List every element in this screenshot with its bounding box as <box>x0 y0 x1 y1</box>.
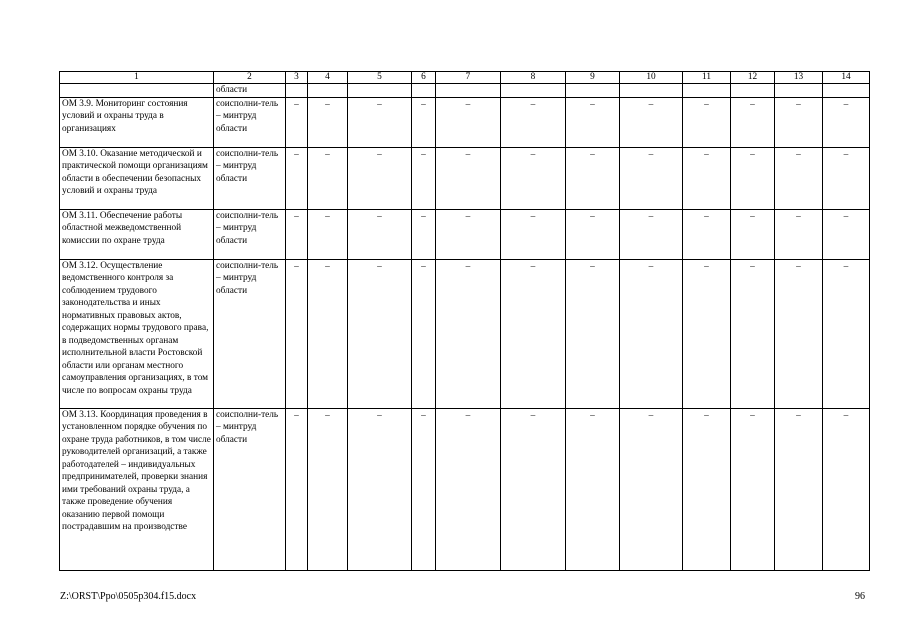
executor-cell: соисполни-тель – минтруд области <box>214 408 286 570</box>
value-cell: – <box>823 408 870 570</box>
value-cell: – <box>775 97 823 147</box>
value-cell: – <box>731 209 775 259</box>
value-cell: – <box>683 147 731 209</box>
column-header: 6 <box>412 72 436 84</box>
value-cell: – <box>775 147 823 209</box>
value-cell: – <box>308 209 348 259</box>
value-cell: – <box>412 408 436 570</box>
value-cell: – <box>823 97 870 147</box>
empty-cell <box>683 84 731 98</box>
value-cell: – <box>436 408 501 570</box>
value-cell: – <box>286 259 308 408</box>
value-cell: – <box>308 147 348 209</box>
measure-title-cell: ОМ 3.9. Мониторинг состояния условий и охраны труда в организациях <box>60 97 214 147</box>
value-cell: – <box>823 147 870 209</box>
column-header: 4 <box>308 72 348 84</box>
value-cell: – <box>566 147 620 209</box>
column-header: 13 <box>775 72 823 84</box>
header-row <box>60 72 870 84</box>
empty-cell <box>286 84 308 98</box>
empty-cell <box>566 84 620 98</box>
value-cell: – <box>683 408 731 570</box>
column-header: 5 <box>348 72 412 84</box>
value-cell: – <box>620 259 683 408</box>
value-cell: – <box>823 259 870 408</box>
value-cell: – <box>348 408 412 570</box>
value-cell: – <box>775 209 823 259</box>
empty-cell <box>731 84 775 98</box>
value-cell: – <box>412 97 436 147</box>
empty-cell <box>775 84 823 98</box>
value-cell: – <box>566 259 620 408</box>
value-cell: – <box>286 97 308 147</box>
empty-cell <box>501 84 566 98</box>
table-row <box>60 97 870 147</box>
table-row <box>60 408 870 570</box>
value-cell: – <box>620 209 683 259</box>
value-cell: – <box>308 408 348 570</box>
value-cell: – <box>348 209 412 259</box>
footer-page-number: 96 <box>855 591 865 602</box>
value-cell: – <box>286 209 308 259</box>
value-cell: – <box>412 209 436 259</box>
column-header: 9 <box>566 72 620 84</box>
empty-cell <box>308 84 348 98</box>
value-cell: – <box>308 259 348 408</box>
value-cell: – <box>308 97 348 147</box>
table-row <box>60 209 870 259</box>
column-header: 1 <box>60 72 214 84</box>
value-cell: – <box>566 408 620 570</box>
continuation-row <box>60 84 870 98</box>
value-cell: – <box>683 209 731 259</box>
table-row <box>60 259 870 408</box>
value-cell: – <box>683 259 731 408</box>
value-cell: – <box>501 209 566 259</box>
column-header: 11 <box>683 72 731 84</box>
value-cell: – <box>412 147 436 209</box>
value-cell: – <box>412 259 436 408</box>
continuation-title-cell <box>60 84 214 98</box>
measure-title-cell: ОМ 3.12. Осуществление ведомственного контроля за соблюдением трудового законодательства и иных нормативных правовых актов, содержащих нормы трудового права, в подведомственных органам исполнительной власти Ростовской области или органам местного самоуправления организациях, в том числе по вопросам охраны труда <box>60 259 214 408</box>
column-header: 10 <box>620 72 683 84</box>
value-cell: – <box>620 147 683 209</box>
column-header: 7 <box>436 72 501 84</box>
value-cell: – <box>620 408 683 570</box>
empty-cell <box>348 84 412 98</box>
value-cell: – <box>501 259 566 408</box>
measure-title-cell: ОМ 3.13. Координация проведения в установленном порядке обучения по охране труда работников, в том числе руководителей организаций, а также работодателей – индивидуальных предпринимателей, проверки знания ими требований охраны труда, а также проведение обучения оказанию первой помощи пострадавшим на производстве <box>60 408 214 570</box>
executor-cell: соисполни-тель – минтруд области <box>214 259 286 408</box>
measure-title-cell: ОМ 3.10. Оказание методической и практической помощи организациям области в обеспечении безопасных условий и охраны труда <box>60 147 214 209</box>
value-cell: – <box>348 259 412 408</box>
value-cell: – <box>286 408 308 570</box>
value-cell: – <box>436 259 501 408</box>
value-cell: – <box>775 408 823 570</box>
value-cell: – <box>566 97 620 147</box>
value-cell: – <box>348 97 412 147</box>
empty-cell <box>620 84 683 98</box>
table-body <box>60 72 870 571</box>
column-header: 8 <box>501 72 566 84</box>
measure-title-cell: ОМ 3.11. Обеспечение работы областной межведомственной комиссии по охране труда <box>60 209 214 259</box>
program-table <box>59 71 870 571</box>
value-cell: – <box>501 408 566 570</box>
value-cell: – <box>731 408 775 570</box>
empty-cell <box>436 84 501 98</box>
value-cell: – <box>775 259 823 408</box>
value-cell: – <box>823 209 870 259</box>
value-cell: – <box>731 97 775 147</box>
executor-cell: соисполни-тель – минтруд области <box>214 97 286 147</box>
value-cell: – <box>566 209 620 259</box>
value-cell: – <box>348 147 412 209</box>
value-cell: – <box>620 97 683 147</box>
executor-cell: соисполни-тель – минтруд области <box>214 147 286 209</box>
value-cell: – <box>731 147 775 209</box>
value-cell: – <box>286 147 308 209</box>
value-cell: – <box>436 209 501 259</box>
executor-cell: соисполни-тель – минтруд области <box>214 209 286 259</box>
empty-cell <box>412 84 436 98</box>
empty-cell <box>823 84 870 98</box>
column-header: 3 <box>286 72 308 84</box>
table-row <box>60 147 870 209</box>
column-header: 2 <box>214 72 286 84</box>
value-cell: – <box>501 147 566 209</box>
value-cell: – <box>436 147 501 209</box>
value-cell: – <box>436 97 501 147</box>
continuation-executor-cell: области <box>214 84 286 98</box>
value-cell: – <box>683 97 731 147</box>
value-cell: – <box>731 259 775 408</box>
column-header: 14 <box>823 72 870 84</box>
column-header: 12 <box>731 72 775 84</box>
footer-file-path: Z:\ORST\Ppo\0505p304.f15.docx <box>60 591 197 602</box>
value-cell: – <box>501 97 566 147</box>
